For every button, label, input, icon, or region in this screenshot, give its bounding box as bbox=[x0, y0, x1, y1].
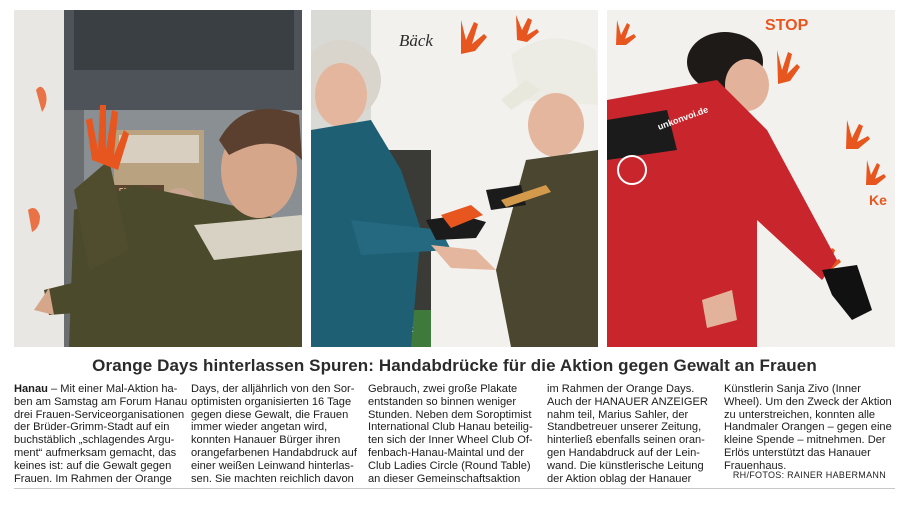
baeckerei-sign: Bäck bbox=[399, 31, 433, 50]
dateline: Hanau bbox=[14, 383, 48, 395]
article-headline: Orange Days hinterlassen Spuren: Handabdrücke für die Aktion gegen Gewalt an Frauen bbox=[92, 356, 817, 375]
text-line: wand. Die künstlerische Leitung bbox=[547, 459, 704, 472]
text-line: entstanden so binnen weniger bbox=[368, 395, 517, 408]
text-line: der Brüder-Grimm-Stadt auf ein bbox=[14, 421, 170, 434]
photo-red-jacket-woman bbox=[607, 10, 895, 347]
text-line: nahm teil, Marius Sahler, der bbox=[547, 408, 689, 421]
text-line: ment“ aufmerksam gemacht, das bbox=[14, 446, 177, 459]
text-line: International Club Hanau beteilig- bbox=[368, 421, 533, 434]
text-column-1 bbox=[14, 383, 188, 485]
text-line: keines ist: auf die Gewalt gegen bbox=[14, 459, 172, 472]
text-line: Hanau – Mit einer Mal-Aktion ha- bbox=[14, 383, 178, 395]
text-line: gen Handabdruck auf der Lein- bbox=[547, 446, 700, 459]
photo-credit: RH/FOTOS: RAINER HABERMANN bbox=[732, 470, 886, 480]
text-line: Club Ladies Circle (Round Table) bbox=[368, 459, 531, 472]
text-line: fenbach-Hanau-Maintal und der bbox=[368, 446, 525, 459]
text-line: ten sich der Inner Wheel Club Of- bbox=[368, 434, 533, 447]
text-line: Erlös unterstützt das Hanauer bbox=[724, 446, 871, 459]
text-line: Künstlerin Sanja Zivo (Inner bbox=[724, 383, 861, 395]
jacket-print-text: unkonvoi.de bbox=[656, 104, 710, 132]
text-line: Handmaler Orangen – gegen eine bbox=[724, 421, 892, 434]
text-line: drei Frauen-Serviceorganisationen bbox=[14, 408, 185, 421]
text-line: der Aktion oblag der Hanauer bbox=[547, 472, 692, 485]
text-line: immer wieder angetan wird, bbox=[191, 421, 328, 434]
text-line: Frauenhaus. bbox=[724, 459, 787, 472]
painted-letters: Ke bbox=[869, 192, 887, 208]
divider bbox=[14, 488, 895, 489]
text-column-2 bbox=[191, 383, 355, 485]
article-body bbox=[14, 383, 895, 483]
text-line: Days, der alljährlich von den Sor- bbox=[191, 383, 355, 395]
text-line: Auch der HANAUER ANZEIGER bbox=[547, 395, 708, 408]
text-line: im Rahmen der Orange Days. bbox=[547, 383, 695, 395]
text-column-5 bbox=[724, 383, 892, 473]
text-line: optimisten organisierten 16 Tage bbox=[191, 395, 352, 408]
text-line: sen. Sie machten reichlich davon bbox=[191, 472, 354, 485]
text-line: Stunden. Neben dem Soroptimist bbox=[368, 408, 532, 421]
text-line: gegen diese Gewalt, die Frauen bbox=[191, 408, 349, 421]
text-line: Gebrauch, zwei große Plakate bbox=[368, 383, 518, 395]
text-line: einer weißen Leinwand hinterlas- bbox=[191, 459, 354, 472]
photo-man-handprint bbox=[14, 10, 302, 347]
text-line: Frauen. Im Rahmen der Orange bbox=[14, 472, 172, 485]
text-line: hinterließ ebenfalls seinen oran- bbox=[547, 434, 705, 447]
text-line: konnten Hanauer Bürger ihren bbox=[191, 434, 341, 447]
text-line: Standbetreuer unserer Zeitung, bbox=[547, 421, 702, 434]
text-line: an dieser Gemeinschaftsaktion bbox=[368, 472, 521, 485]
text-column-3 bbox=[368, 383, 532, 485]
text-line: buchstäblich „schlagendes Argu- bbox=[14, 434, 175, 447]
photo-women-brush bbox=[311, 10, 598, 347]
painted-stop-text: STOP bbox=[765, 17, 809, 34]
text-line: kleine Spende – mitnehmen. Der bbox=[724, 434, 886, 447]
text-line: zu unterstreichen, konnten alle bbox=[724, 408, 876, 421]
text-line: orangefarbenen Handabdruck auf bbox=[191, 446, 357, 459]
text-column-4 bbox=[547, 383, 711, 485]
text-line: Wheel). Um den Zweck der Aktion bbox=[724, 395, 892, 408]
text-line: ben am Samstag am Forum Hanau bbox=[14, 395, 188, 408]
